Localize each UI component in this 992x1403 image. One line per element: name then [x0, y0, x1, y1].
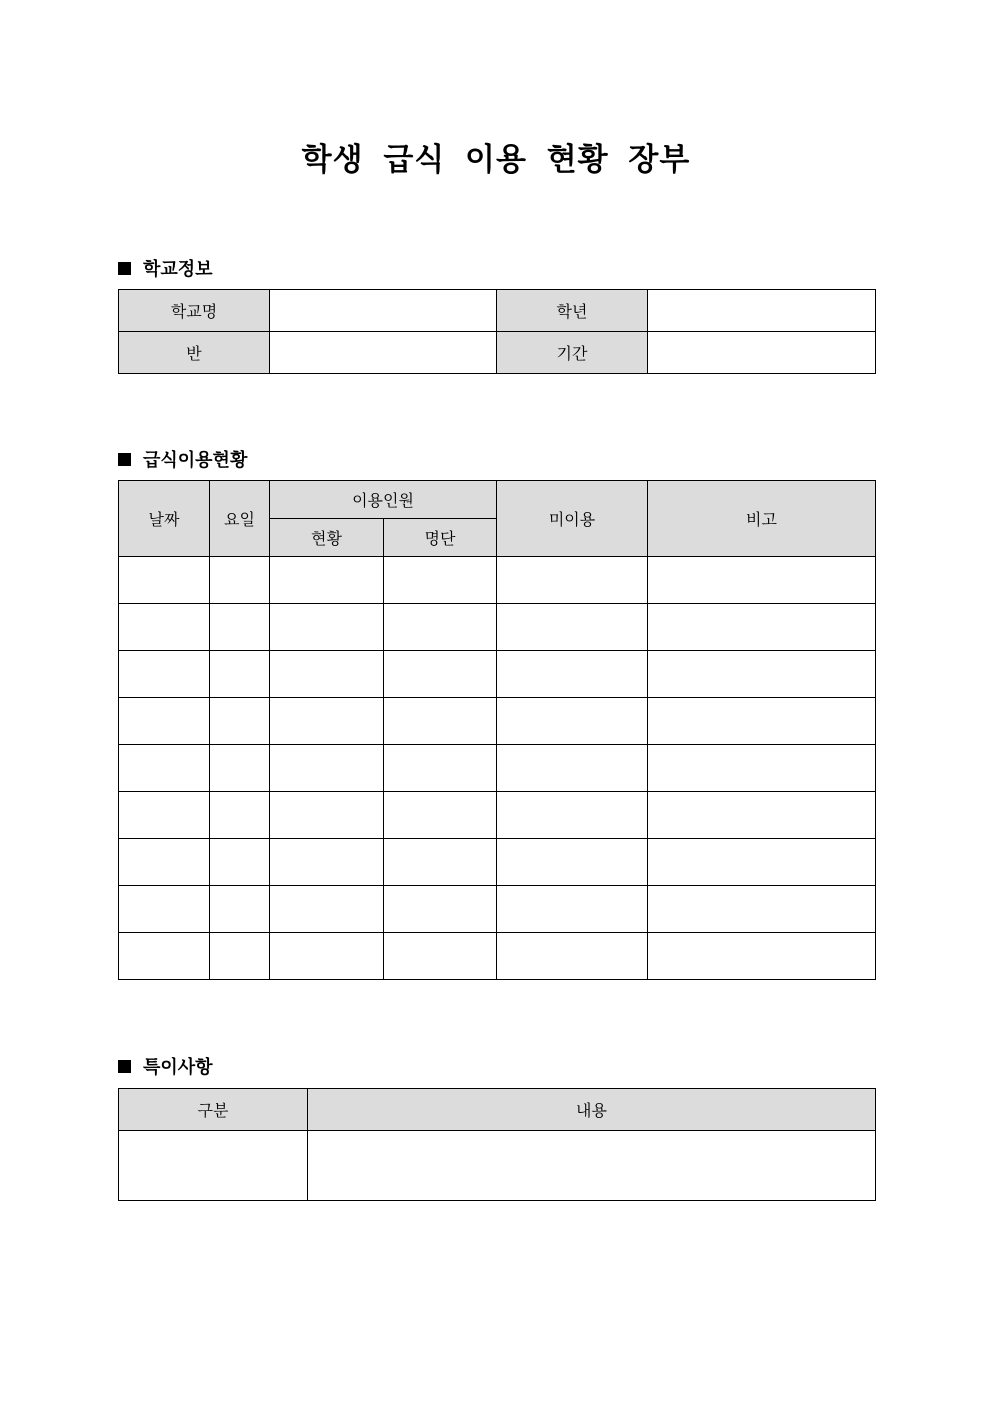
day-cell[interactable] — [210, 886, 270, 933]
section-heading-label: 학교정보 — [143, 259, 213, 280]
roster-cell[interactable] — [384, 933, 497, 980]
status-cell[interactable] — [270, 698, 384, 745]
not-used-cell[interactable] — [497, 651, 648, 698]
not-used-cell[interactable] — [497, 792, 648, 839]
table-row — [119, 792, 876, 839]
school-name-field[interactable] — [270, 290, 497, 332]
table-row — [119, 886, 876, 933]
header-category: 구분 — [119, 1089, 308, 1131]
roster-cell[interactable] — [384, 698, 497, 745]
period-field[interactable] — [648, 332, 876, 374]
section-heading-school-info — [118, 255, 213, 281]
date-cell[interactable] — [119, 604, 210, 651]
not-used-cell[interactable] — [497, 886, 648, 933]
day-cell[interactable] — [210, 839, 270, 886]
roster-cell[interactable] — [384, 745, 497, 792]
date-cell[interactable] — [119, 886, 210, 933]
note-cell[interactable] — [648, 698, 876, 745]
special-notes-table — [118, 1088, 876, 1201]
square-bullet-icon — [118, 453, 131, 466]
not-used-cell[interactable] — [497, 933, 648, 980]
category-cell[interactable] — [119, 1131, 308, 1201]
day-cell[interactable] — [210, 698, 270, 745]
class-label: 반 — [119, 332, 270, 374]
day-cell[interactable] — [210, 604, 270, 651]
status-cell[interactable] — [270, 886, 384, 933]
date-cell[interactable] — [119, 698, 210, 745]
header-content: 내용 — [308, 1089, 876, 1131]
table-row — [119, 557, 876, 604]
status-cell[interactable] — [270, 792, 384, 839]
table-row — [119, 698, 876, 745]
date-cell[interactable] — [119, 839, 210, 886]
day-cell[interactable] — [210, 933, 270, 980]
header-day: 요일 — [210, 481, 270, 557]
not-used-cell[interactable] — [497, 745, 648, 792]
school-info-table — [118, 289, 876, 374]
table-row — [119, 604, 876, 651]
roster-cell[interactable] — [384, 886, 497, 933]
content-cell[interactable] — [308, 1131, 876, 1201]
section-heading-label: 급식이용현황 — [143, 450, 248, 471]
section-heading-meal-usage — [118, 446, 247, 472]
roster-cell[interactable] — [384, 557, 497, 604]
status-cell[interactable] — [270, 933, 384, 980]
not-used-cell[interactable] — [497, 557, 648, 604]
date-cell[interactable] — [119, 792, 210, 839]
grade-field[interactable] — [648, 290, 876, 332]
table-row — [119, 933, 876, 980]
document-title: 학생 급식 이용 현황 장부 — [301, 142, 691, 178]
date-cell[interactable] — [119, 933, 210, 980]
header-users-status: 현황 — [270, 519, 384, 557]
status-cell[interactable] — [270, 839, 384, 886]
table-row — [119, 651, 876, 698]
date-cell[interactable] — [119, 557, 210, 604]
square-bullet-icon — [118, 1060, 131, 1073]
not-used-cell[interactable] — [497, 698, 648, 745]
day-cell[interactable] — [210, 651, 270, 698]
not-used-cell[interactable] — [497, 839, 648, 886]
header-users-roster: 명단 — [384, 519, 497, 557]
status-cell[interactable] — [270, 557, 384, 604]
class-field[interactable] — [270, 332, 497, 374]
note-cell[interactable] — [648, 651, 876, 698]
section-heading-special-notes — [118, 1053, 213, 1079]
header-not-used: 미이용 — [497, 481, 648, 557]
day-cell[interactable] — [210, 745, 270, 792]
header-date: 날짜 — [119, 481, 210, 557]
header-note: 비고 — [648, 481, 876, 557]
note-cell[interactable] — [648, 745, 876, 792]
header-users: 이용인원 — [270, 481, 497, 519]
meal-usage-table — [118, 480, 876, 980]
note-cell[interactable] — [648, 604, 876, 651]
section-heading-label: 특이사항 — [143, 1057, 213, 1078]
status-cell[interactable] — [270, 745, 384, 792]
not-used-cell[interactable] — [497, 604, 648, 651]
roster-cell[interactable] — [384, 604, 497, 651]
school-name-label: 학교명 — [119, 290, 270, 332]
square-bullet-icon — [118, 262, 131, 275]
roster-cell[interactable] — [384, 792, 497, 839]
grade-label: 학년 — [497, 290, 648, 332]
note-cell[interactable] — [648, 886, 876, 933]
table-row — [119, 1131, 876, 1201]
date-cell[interactable] — [119, 745, 210, 792]
table-row — [119, 745, 876, 792]
table-row — [119, 839, 876, 886]
note-cell[interactable] — [648, 557, 876, 604]
status-cell[interactable] — [270, 604, 384, 651]
note-cell[interactable] — [648, 839, 876, 886]
roster-cell[interactable] — [384, 839, 497, 886]
day-cell[interactable] — [210, 792, 270, 839]
note-cell[interactable] — [648, 792, 876, 839]
roster-cell[interactable] — [384, 651, 497, 698]
day-cell[interactable] — [210, 557, 270, 604]
status-cell[interactable] — [270, 651, 384, 698]
period-label: 기간 — [497, 332, 648, 374]
note-cell[interactable] — [648, 933, 876, 980]
date-cell[interactable] — [119, 651, 210, 698]
